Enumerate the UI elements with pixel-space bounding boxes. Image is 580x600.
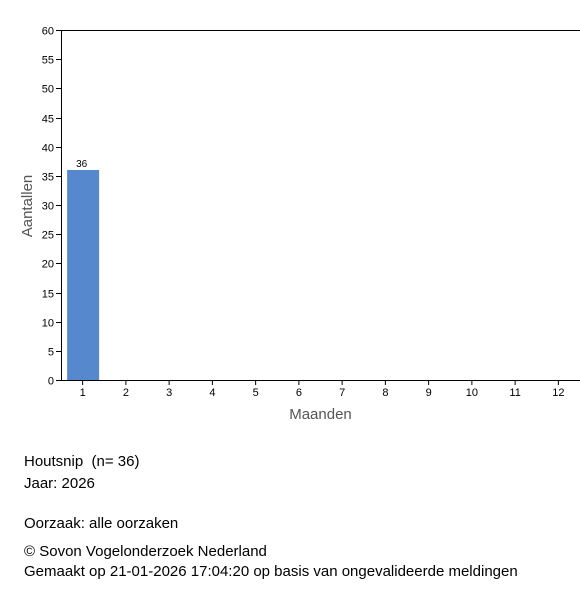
- x-tick-label: 9: [425, 387, 432, 399]
- y-tick-label: 20: [41, 258, 54, 271]
- x-tick-label: 7: [339, 387, 346, 399]
- x-tick-label: 2: [122, 387, 129, 399]
- y-tick-label: 5: [47, 346, 54, 359]
- x-tick-label: 11: [509, 387, 521, 399]
- x-tick-label: 6: [295, 387, 302, 399]
- x-tick-label: 12: [552, 387, 565, 399]
- y-axis-title: Aantallen: [19, 174, 36, 238]
- y-tick-label: 25: [41, 229, 54, 242]
- x-tick-label: 8: [382, 387, 389, 399]
- cause-label: Oorzaak: alle oorzaken: [24, 515, 179, 532]
- y-tick-label: 35: [41, 171, 54, 184]
- x-tick-label: 5: [252, 387, 259, 399]
- generated-note: Gemaakt op 21-01-2026 17:04:20 op basis van ongevalideerde meldingen: [24, 563, 518, 580]
- x-tick-label: 3: [166, 387, 173, 399]
- data-label: 36: [76, 159, 88, 170]
- x-tick-label: 10: [465, 387, 478, 399]
- y-tick-label: 0: [47, 375, 54, 388]
- x-tick-label: 4: [209, 387, 216, 399]
- y-tick-label: 30: [41, 200, 54, 213]
- y-tick-label: 15: [41, 288, 54, 301]
- y-tick-label: 50: [41, 83, 54, 96]
- y-tick-label: 45: [41, 113, 54, 126]
- x-tick-label: 1: [79, 387, 86, 399]
- y-tick-label: 60: [41, 25, 54, 38]
- y-tick-label: 10: [41, 317, 54, 330]
- copyright-notice: © Sovon Vogelonderzoek Nederland: [24, 543, 267, 560]
- bar-month-1: [67, 170, 99, 380]
- species-count: Houtsnip (n= 36): [24, 453, 140, 470]
- year-label: Jaar: 2026: [24, 475, 95, 492]
- y-tick-label: 55: [41, 54, 54, 67]
- x-axis-title: Maanden: [289, 406, 352, 423]
- y-tick-label: 40: [41, 142, 54, 155]
